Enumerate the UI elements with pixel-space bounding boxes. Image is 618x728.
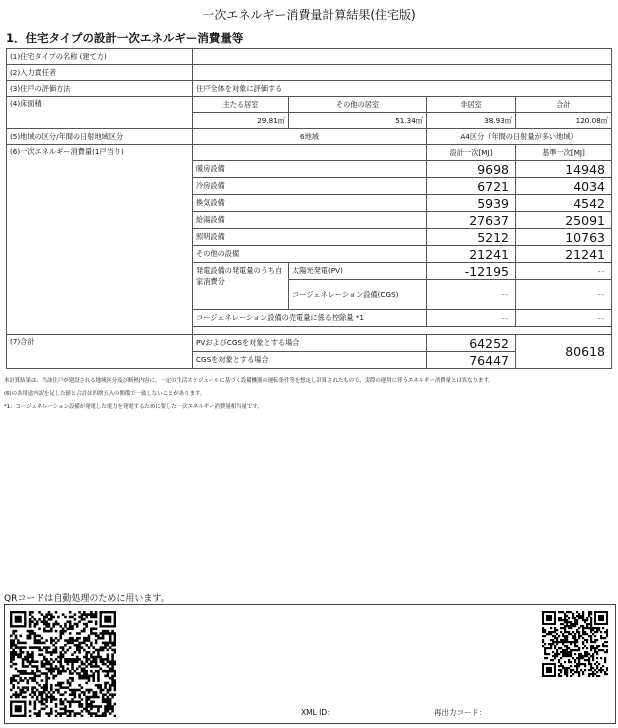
name-value — [193, 49, 612, 65]
floor-value: 29.81㎡ — [193, 113, 289, 129]
floor-label: (4)床面積 — [7, 97, 193, 129]
pv-cgs-total-value: 64252 — [427, 335, 516, 352]
input-label: (2)入力責任者 — [7, 65, 193, 81]
region-label: (5)地域の区分/年間の日射地域区分 — [7, 129, 193, 145]
standard-value: 4034 — [516, 178, 612, 195]
section-title: 1．住宅タイプの設計一次エネルギー消費量等 — [6, 31, 244, 45]
cgs-design-value: -- — [427, 280, 516, 310]
floor-header: 非居室 — [427, 97, 516, 113]
pv-cgs-total-label: PVおよびCGSを対象とする場合 — [193, 335, 427, 352]
design-value: 9698 — [427, 161, 516, 178]
standard-value: 14948 — [516, 161, 612, 178]
design-value: 5939 — [427, 195, 516, 212]
pv-design-value: -12195 — [427, 263, 516, 280]
pv-label: 太陽光発電(PV) — [289, 263, 427, 280]
floor-header: 主たる居室 — [193, 97, 289, 113]
method-label: (3)住戸の評価方法 — [7, 81, 193, 97]
qr-panel — [4, 604, 616, 724]
floor-header: 合計 — [516, 97, 612, 113]
floor-value: 120.08㎡ — [516, 113, 612, 129]
qr-code-left — [10, 611, 116, 717]
qr-caption: QRコードは自動処理のために用います。 — [4, 594, 170, 604]
design-value: 27637 — [427, 212, 516, 229]
cgs-standard-value: -- — [516, 280, 612, 310]
energy-table — [6, 48, 612, 369]
pv-standard-value: -- — [516, 263, 612, 280]
cgs-only-total-label: CGSを対象とする場合 — [193, 352, 427, 369]
standard-value: 4542 — [516, 195, 612, 212]
solar-zone-value: A4区分（年間の日射量が多い地域） — [427, 129, 612, 145]
equipment-name: 給湯設備 — [193, 212, 427, 229]
standard-value: 25091 — [516, 212, 612, 229]
cgs-only-total-value: 76447 — [427, 352, 516, 369]
notes — [4, 378, 614, 417]
equipment-name: 冷房設備 — [193, 178, 427, 195]
equipment-name: 換気設備 — [193, 195, 427, 212]
standard-total-value: 80618 — [516, 335, 612, 369]
equipment-name: その他の設備 — [193, 246, 427, 263]
note: (6)の各用途内訳を足した値と合計は四捨五入の関係で一致しないことがあります。 — [4, 391, 206, 397]
cgs-sale-label: コージェネレーション設備の売電量に係る控除量 *1 — [193, 310, 427, 327]
cgs-label: コージェネレーション設備(CGS) — [289, 280, 427, 310]
xml-id-label: XML ID： — [301, 708, 335, 717]
energy-label: (6)一次エネルギー消費量(1戸当り) — [7, 145, 193, 335]
floor-value: 38.93㎡ — [427, 113, 516, 129]
design-header: 設計一次[MJ] — [427, 145, 516, 161]
standard-value: 10763 — [516, 229, 612, 246]
input-value — [193, 65, 612, 81]
method-value: 住戸全体を対象に評価する — [193, 81, 612, 97]
cgs-sale-standard: -- — [516, 310, 612, 327]
equipment-name: 照明設備 — [193, 229, 427, 246]
region-value: 6地域 — [193, 129, 427, 145]
note: 本計算結果は、当該住戸が建設される地域区分及び断熱内容に、一定の生活スケジュールに基づく設備機器の運転条件等を想定し計算されたもので、実際の運用に伴うエネルギー消費量とは異なります。 — [4, 378, 494, 384]
design-value: 21241 — [427, 246, 516, 263]
total-label: (7)合計 — [7, 335, 193, 369]
standard-value: 21241 — [516, 246, 612, 263]
standard-header: 基準一次[MJ] — [516, 145, 612, 161]
note: *1：コージェネレーション設備が発電した電力を発電するために要した一次エネルギー消費量相当量です。 — [4, 404, 263, 410]
qr-code-right — [542, 611, 608, 677]
reissue-code-label: 再出力コード： — [434, 708, 487, 717]
design-value: 6721 — [427, 178, 516, 195]
page-title: 一次エネルギー消費量計算結果(住宅版) — [202, 8, 416, 22]
name-label: (1)住宅タイプの名称 (建て方) — [7, 49, 193, 65]
floor-value: 51.34㎡ — [289, 113, 427, 129]
floor-header: その他の居室 — [289, 97, 427, 113]
equipment-name: 暖房設備 — [193, 161, 427, 178]
generation-label: 発電設備の発電量のうち自家消費分 — [193, 263, 289, 310]
cgs-sale-design: -- — [427, 310, 516, 327]
design-value: 5212 — [427, 229, 516, 246]
